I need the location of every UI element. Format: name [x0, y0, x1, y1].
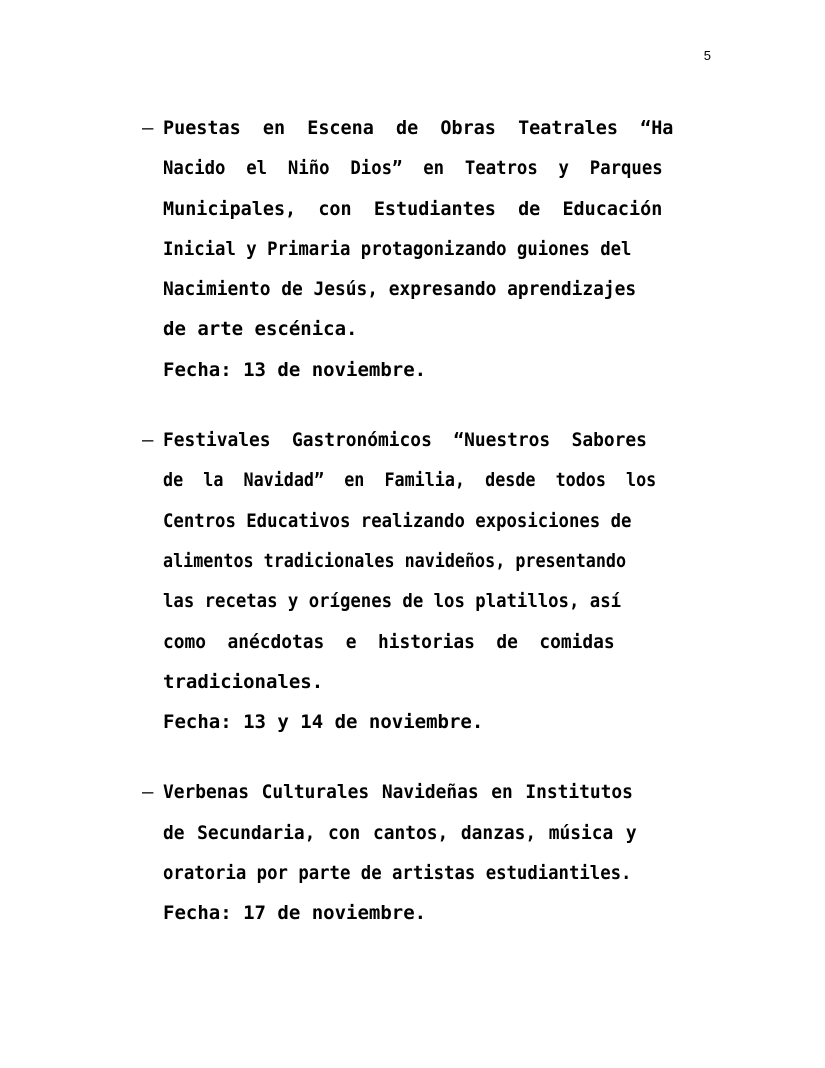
text-line: de Secundaria, con cantos, danzas, música y [163, 821, 637, 844]
text-line: Nacido el Niño Dios” en Teatros y Parques [163, 157, 663, 180]
text-line: Festivales Gastronómicos “Nuestros Sabores [163, 429, 647, 452]
text-line: Puestas en Escena de Obras Teatrales “Ha [163, 117, 674, 139]
text-line: como anécdotas e historias de comidas [163, 630, 615, 653]
bullet-dash-icon: – [142, 781, 154, 804]
list-item-text [163, 420, 711, 742]
text-line: Centros Educativos realizando exposiciones de [163, 509, 632, 532]
text-line: alimentos tradicionales navideños, presentando [163, 549, 627, 572]
text-line: de arte escénica. [163, 318, 358, 341]
text-line: de la Navidad” en Familia, desde todos los [163, 469, 657, 492]
text-line: Municipales, con Estudiantes de Educación [163, 197, 663, 220]
date-line: Fecha: 13 y 14 de noviembre. [163, 711, 484, 734]
text-line: Nacimiento de Jesús, expresando aprendizajes [163, 278, 637, 301]
list-item [142, 772, 711, 933]
text-line: Inicial y Primaria protagonizando guiones del [163, 237, 632, 260]
list-item [142, 108, 711, 390]
text-line: tradicionales. [163, 670, 324, 693]
text-line: Verbenas Culturales Navideñas en Institutos [163, 781, 633, 804]
bullet-dash-icon: – [142, 429, 154, 452]
date-line: Fecha: 13 de noviembre. [163, 358, 427, 381]
list-item [142, 420, 711, 742]
text-line: oratoria por parte de artistas estudiantiles. [163, 862, 632, 885]
document-body [142, 108, 711, 934]
list-item-text [163, 772, 711, 933]
text-line: las recetas y orígenes de los platillos, así [163, 590, 622, 613]
date-line: Fecha: 17 de noviembre. [163, 902, 427, 925]
list-item-text [163, 108, 711, 390]
bullet-dash-icon: – [142, 117, 154, 139]
page-number: 5 [703, 48, 711, 63]
